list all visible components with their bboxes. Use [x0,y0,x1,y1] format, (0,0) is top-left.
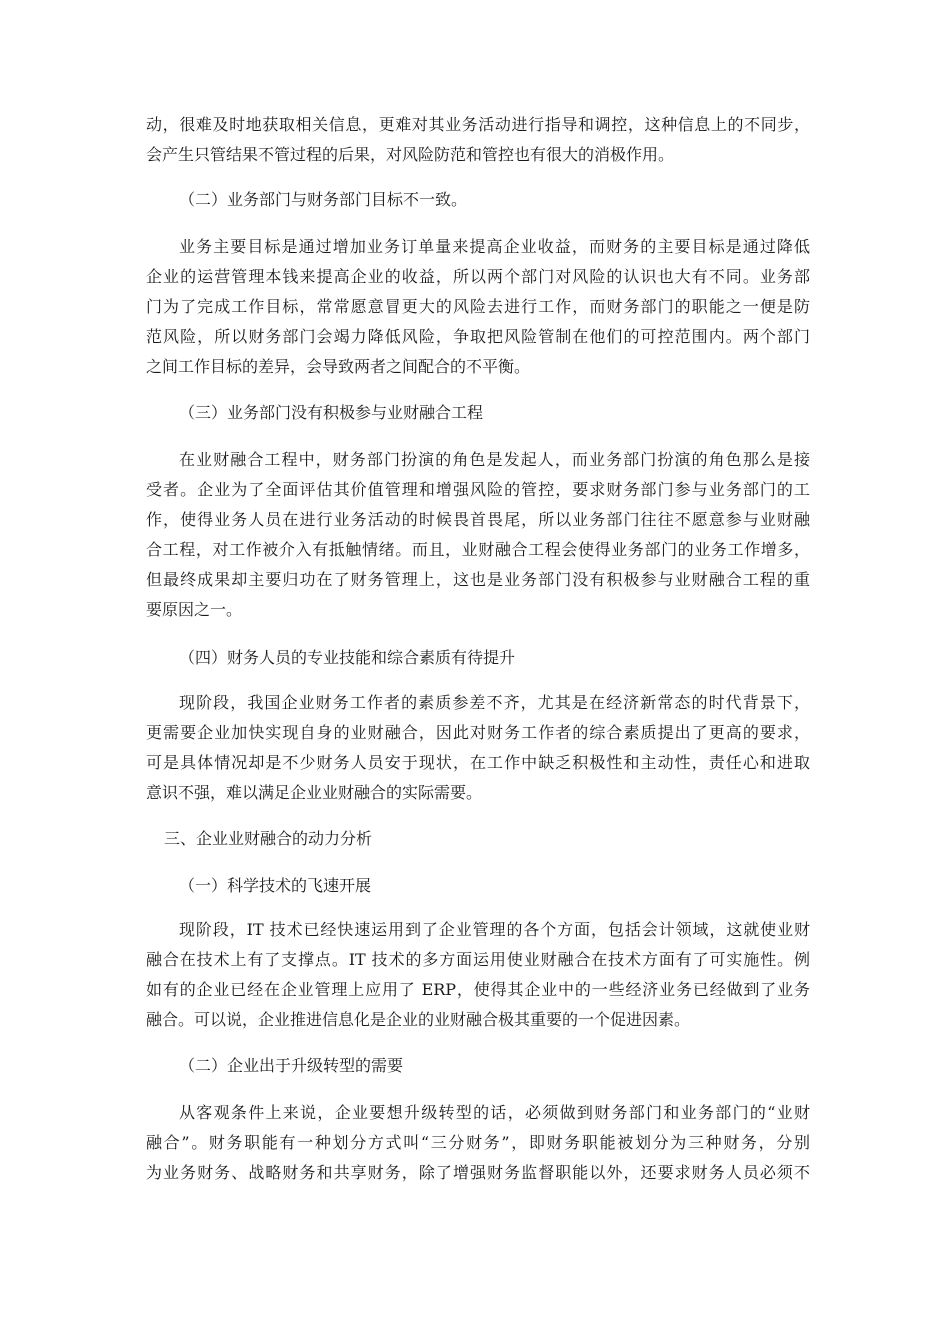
text-line: 融合。可以说，企业推进信息化是企业的业财融合极其重要的一个促进因素。 [146,1010,691,1029]
heading-driving-forces [146,824,810,854]
text-line: 范风险，所以财务部门会竭力降低风险，争取把风险管制在他们的可控范围内。两个部门 [146,327,810,346]
heading-no-participation [146,398,810,428]
section-heading: （四）财务人员的专业技能和综合素质有待提升 [179,648,516,667]
paragraph-technology [146,915,810,1035]
paragraph-info-sync [146,110,810,170]
section-heading: （二）业务部门与财务部门目标不一致。 [179,190,468,209]
paragraph-no-participation [146,445,810,625]
text-line: 从客观条件上来说，企业要想升级转型的话，必须做到财务部门和业务部门的“业财 [179,1103,810,1122]
text-line: 融合在技术上有了支撑点。IT 技术的多方面运用使业财融合在技术方面有了可实施性。例 [146,950,810,969]
heading-technology [146,871,810,901]
section-heading: （二）企业出于升级转型的需要 [179,1056,404,1075]
heading-goal-mismatch [146,185,810,215]
text-line: 合工程，对工作被介入有抵触情绪。而且，业财融合工程会使得业务部门的业务工作增多， [146,540,810,559]
text-line: 动，很难及时地获取相关信息，更难对其业务活动进行指导和调控，这种信息上的不同步， [146,115,810,134]
text-line: 作，使得业务人员在进行业务活动的时候畏首畏尾，所以业务部门往往不愿意参与业财融 [146,510,810,529]
section-heading: （三）业务部门没有积极参与业财融合工程 [179,403,484,422]
heading-staff-skills [146,643,810,673]
text-line: 更需要企业加快实现自身的业财融合，因此对财务工作者的综合素质提出了更高的要求， [146,723,810,742]
text-line: 现阶段，我国企业财务工作者的素质参差不齐，尤其是在经济新常态的时代背景下， [179,693,810,712]
heading-transformation [146,1051,810,1081]
section-heading: （一）科学技术的飞速开展 [179,876,372,895]
section-heading: 三、企业业财融合的动力分析 [164,829,373,848]
text-line: 会产生只管结果不管过程的后果，对风险防范和管控也有很大的消极作用。 [146,145,675,164]
text-line: 融合”。财务职能有一种划分方式叫“三分财务”，即财务职能被划分为三种财务，分别 [146,1133,810,1152]
text-line: 之间工作目标的差异，会导致两者之间配合的不平衡。 [146,357,531,376]
text-line: 要原因之一。 [146,600,243,619]
text-line: 意识不强，难以满足企业业财融合的实际需要。 [146,783,483,802]
paragraph-goal-mismatch [146,232,810,382]
text-line: 受者。企业为了全面评估其价值管理和增强风险的管控，要求财务部门参与业务部门的工 [146,480,810,499]
text-line: 门为了完成工作目标，常常愿意冒更大的风险去进行工作，而财务部门的职能之一便是防 [146,297,810,316]
text-line: 业务主要目标是通过增加业务订单量来提高企业收益，而财务的主要目标是通过降低 [179,237,810,256]
text-line: 但最终成果却主要归功在了财务管理上，这也是业务部门没有积极参与业财融合工程的重 [146,570,810,589]
text-line: 为业务财务、战略财务和共享财务，除了增强财务监督职能以外，还要求财务人员必须不 [146,1163,810,1182]
paragraph-transformation [146,1098,810,1188]
text-line: 在业财融合工程中，财务部门扮演的角色是发起人，而业务部门扮演的角色那么是接 [179,450,810,469]
text-line: 如有的企业已经在企业管理上应用了 ERP，使得其企业中的一些经济业务已经做到了业务 [146,980,810,999]
text-line: 现阶段，IT 技术已经快速运用到了企业管理的各个方面，包括会计领域，这就使业财 [179,920,810,939]
paragraph-staff-skills [146,688,810,808]
text-line: 企业的运营管理本钱来提高企业的收益，所以两个部门对风险的认识也大有不同。业务部 [146,267,810,286]
text-line: 可是具体情况却是不少财务人员安于现状，在工作中缺乏积极性和主动性，责任心和进取 [146,753,810,772]
